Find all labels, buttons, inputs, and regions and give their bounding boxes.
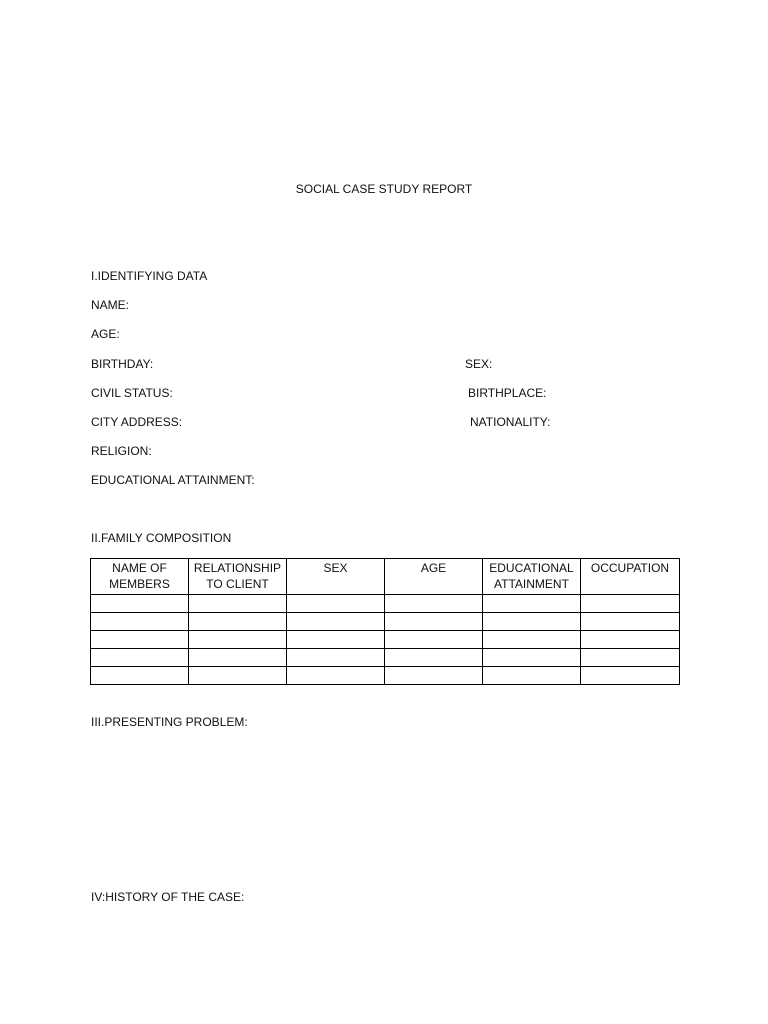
educational-attainment-label: EDUCATIONAL ATTAINMENT: bbox=[91, 473, 255, 487]
section-family-composition-heading: II.FAMILY COMPOSITION bbox=[91, 531, 232, 545]
table-row bbox=[91, 595, 680, 613]
table-cell[interactable] bbox=[189, 649, 287, 667]
table-cell[interactable] bbox=[385, 631, 483, 649]
column-header-educational-attainment: EDUCATIONAL ATTAINMENT bbox=[483, 559, 581, 595]
table-cell[interactable] bbox=[483, 631, 581, 649]
report-title: SOCIAL CASE STUDY REPORT bbox=[295, 182, 473, 196]
column-header-relationship: RELATIONSHIP TO CLIENT bbox=[189, 559, 287, 595]
table-cell[interactable] bbox=[287, 613, 385, 631]
age-label: AGE: bbox=[91, 327, 120, 341]
table-cell[interactable] bbox=[91, 667, 189, 685]
table-row bbox=[91, 631, 680, 649]
table-cell[interactable] bbox=[581, 595, 680, 613]
table-cell[interactable] bbox=[287, 667, 385, 685]
table-cell[interactable] bbox=[385, 613, 483, 631]
column-header-name-of-members: NAME OF MEMBERS bbox=[91, 559, 189, 595]
section-identifying-data-heading: I.IDENTIFYING DATA bbox=[91, 269, 208, 283]
table-cell[interactable] bbox=[483, 595, 581, 613]
table-cell[interactable] bbox=[581, 613, 680, 631]
table-cell[interactable] bbox=[287, 595, 385, 613]
table-cell[interactable] bbox=[91, 595, 189, 613]
table-cell[interactable] bbox=[91, 613, 189, 631]
table-cell[interactable] bbox=[385, 649, 483, 667]
table-cell[interactable] bbox=[287, 649, 385, 667]
table-cell[interactable] bbox=[483, 667, 581, 685]
city-address-label: CITY ADDRESS: bbox=[91, 415, 183, 429]
column-header-sex: SEX bbox=[287, 559, 385, 595]
table-cell[interactable] bbox=[91, 649, 189, 667]
table-cell[interactable] bbox=[189, 667, 287, 685]
table-cell[interactable] bbox=[189, 613, 287, 631]
birthplace-label: BIRTHPLACE: bbox=[468, 386, 547, 400]
civil-status-label: CIVIL STATUS: bbox=[91, 386, 173, 400]
table-cell[interactable] bbox=[483, 613, 581, 631]
table-cell[interactable] bbox=[581, 667, 680, 685]
column-header-age: AGE bbox=[385, 559, 483, 595]
table-row bbox=[91, 667, 680, 685]
table-row bbox=[91, 649, 680, 667]
religion-label: RELIGION: bbox=[91, 444, 152, 458]
table-cell[interactable] bbox=[385, 595, 483, 613]
section-history-of-case-heading: IV:HISTORY OF THE CASE: bbox=[91, 890, 245, 904]
table-cell[interactable] bbox=[189, 631, 287, 649]
nationality-label: NATIONALITY: bbox=[470, 415, 551, 429]
table-cell[interactable] bbox=[91, 631, 189, 649]
table-row bbox=[91, 613, 680, 631]
table-cell[interactable] bbox=[483, 649, 581, 667]
table-cell[interactable] bbox=[287, 631, 385, 649]
column-header-occupation: OCCUPATION bbox=[581, 559, 680, 595]
sex-label: SEX: bbox=[465, 357, 493, 371]
section-presenting-problem-heading: III.PRESENTING PROBLEM: bbox=[91, 715, 248, 729]
name-label: NAME: bbox=[91, 298, 130, 312]
table-cell[interactable] bbox=[385, 667, 483, 685]
table-header-row bbox=[91, 559, 680, 595]
table-cell[interactable] bbox=[189, 595, 287, 613]
family-composition-table bbox=[90, 558, 680, 685]
table-cell[interactable] bbox=[581, 631, 680, 649]
birthday-label: BIRTHDAY: bbox=[91, 357, 154, 371]
table-cell[interactable] bbox=[581, 649, 680, 667]
